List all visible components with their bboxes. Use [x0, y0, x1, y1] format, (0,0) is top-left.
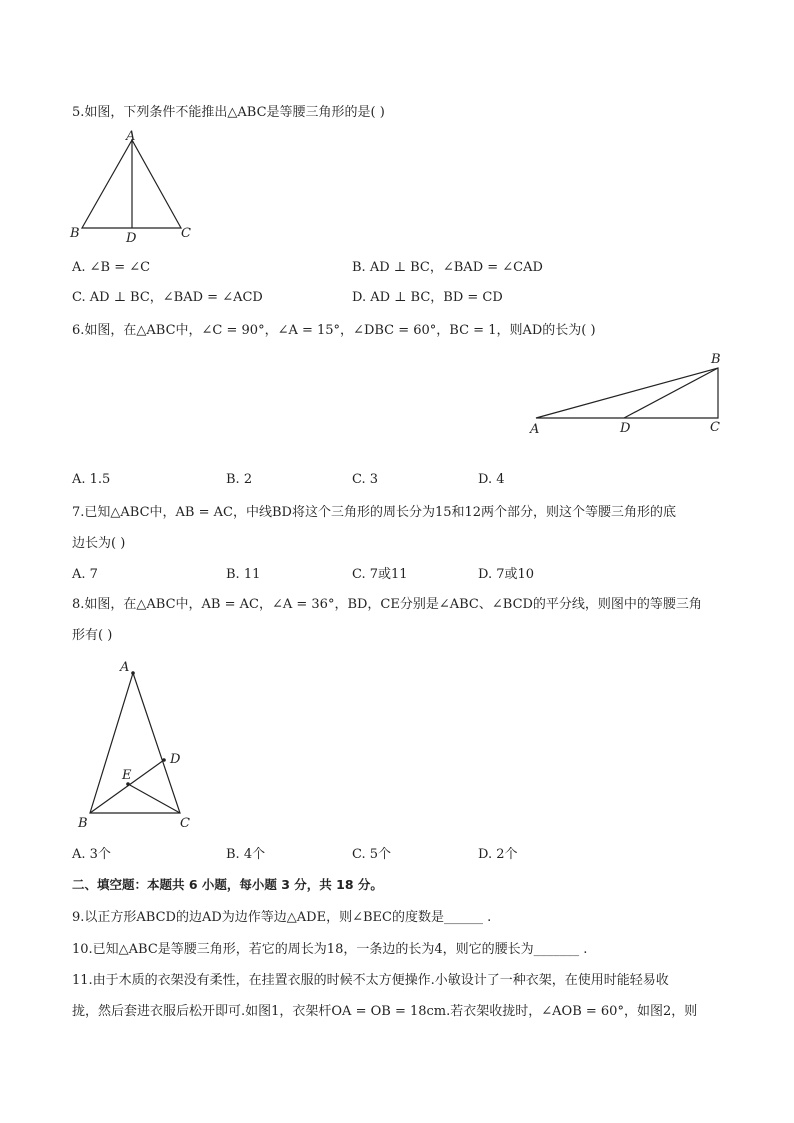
q11-line1: 11.由于木质的衣架没有柔性，在挂置衣服的时候不太方便操作.小敏设计了一种衣架，在使用时能轻易收 [72, 973, 669, 988]
q8-label-c: C [180, 816, 190, 831]
q5-option-c: C. AD ⊥ BC，∠BAD = ∠ACD [72, 290, 263, 305]
q6-label-b: B [711, 352, 721, 367]
q10-text: 10.已知△ABC是等腰三角形，若它的周长为18，一条边的长为4，则它的腰长为_______ . [72, 942, 588, 957]
q11-line2: 拢，然后套进衣服后松开即可.如图1，衣架杆OA = OB = 18cm.若衣架收拢时，∠AOB = 60°，如图2，则 [72, 1004, 698, 1019]
q5-stem: 5.如图，下列条件不能推出△ABC是等腰三角形的是( ) [72, 105, 385, 120]
q9-text: 9.以正方形ABCD的边AD为边作等边△ADE，则∠BEC的度数是______ . [72, 910, 492, 925]
q5-label-a: A [126, 129, 136, 144]
q6-figure [526, 350, 726, 440]
q5-figure [70, 129, 200, 246]
q8-option-c: C. 5个 [352, 847, 392, 862]
q5-label-c: C [181, 226, 191, 241]
q8-option-a: A. 3个 [72, 847, 111, 862]
q8-label-e: E [122, 768, 132, 783]
q8-label-a: A [120, 660, 130, 675]
q8-label-b: B [78, 816, 88, 831]
q7-stem-line2: 边长为( ) [72, 536, 126, 551]
q6-option-a: A. 1.5 [72, 472, 111, 487]
q6-label-a: A [530, 422, 540, 437]
q7-stem-line1: 7.已知△ABC中，AB = AC，中线BD将这个三角形的周长分为15和12两个部分，则这个等腰三角形的底 [72, 505, 677, 520]
q5-label-d: D [126, 231, 137, 246]
q5-option-b: B. AD ⊥ BC，∠BAD = ∠CAD [352, 260, 543, 275]
q8-option-d: D. 2个 [478, 847, 518, 862]
q8-figure [76, 655, 216, 830]
q7-option-c: C. 7或11 [352, 567, 408, 582]
q8-stem-line2: 形有( ) [72, 628, 113, 643]
section-heading: 二、填空题：本题共 6 小题，每小题 3 分，共 18 分。 [72, 877, 383, 892]
q8-label-d: D [170, 752, 181, 767]
q5-label-b: B [70, 226, 80, 241]
q5-option-d: D. AD ⊥ BC，BD = CD [352, 290, 503, 305]
q6-stem: 6.如图，在△ABC中，∠C = 90°，∠A = 15°，∠DBC = 60°，BC = 1，则AD的长为( ) [72, 323, 596, 338]
q6-label-c: C [710, 420, 720, 435]
q7-option-d: D. 7或10 [478, 567, 535, 582]
q6-option-b: B. 2 [226, 472, 253, 487]
q7-option-a: A. 7 [72, 567, 98, 582]
q5-option-a: A. ∠B = ∠C [72, 260, 151, 275]
q7-option-b: B. 11 [226, 567, 261, 582]
q6-option-c: C. 3 [352, 472, 379, 487]
q8-stem-line1: 8.如图，在△ABC中，AB = AC，∠A = 36°，BD，CE分别是∠ABC、∠BCD的平分线，则图中的等腰三角 [72, 597, 702, 612]
q8-option-b: B. 4个 [226, 847, 266, 862]
q6-label-d: D [620, 421, 631, 436]
q6-option-d: D. 4 [478, 472, 505, 487]
